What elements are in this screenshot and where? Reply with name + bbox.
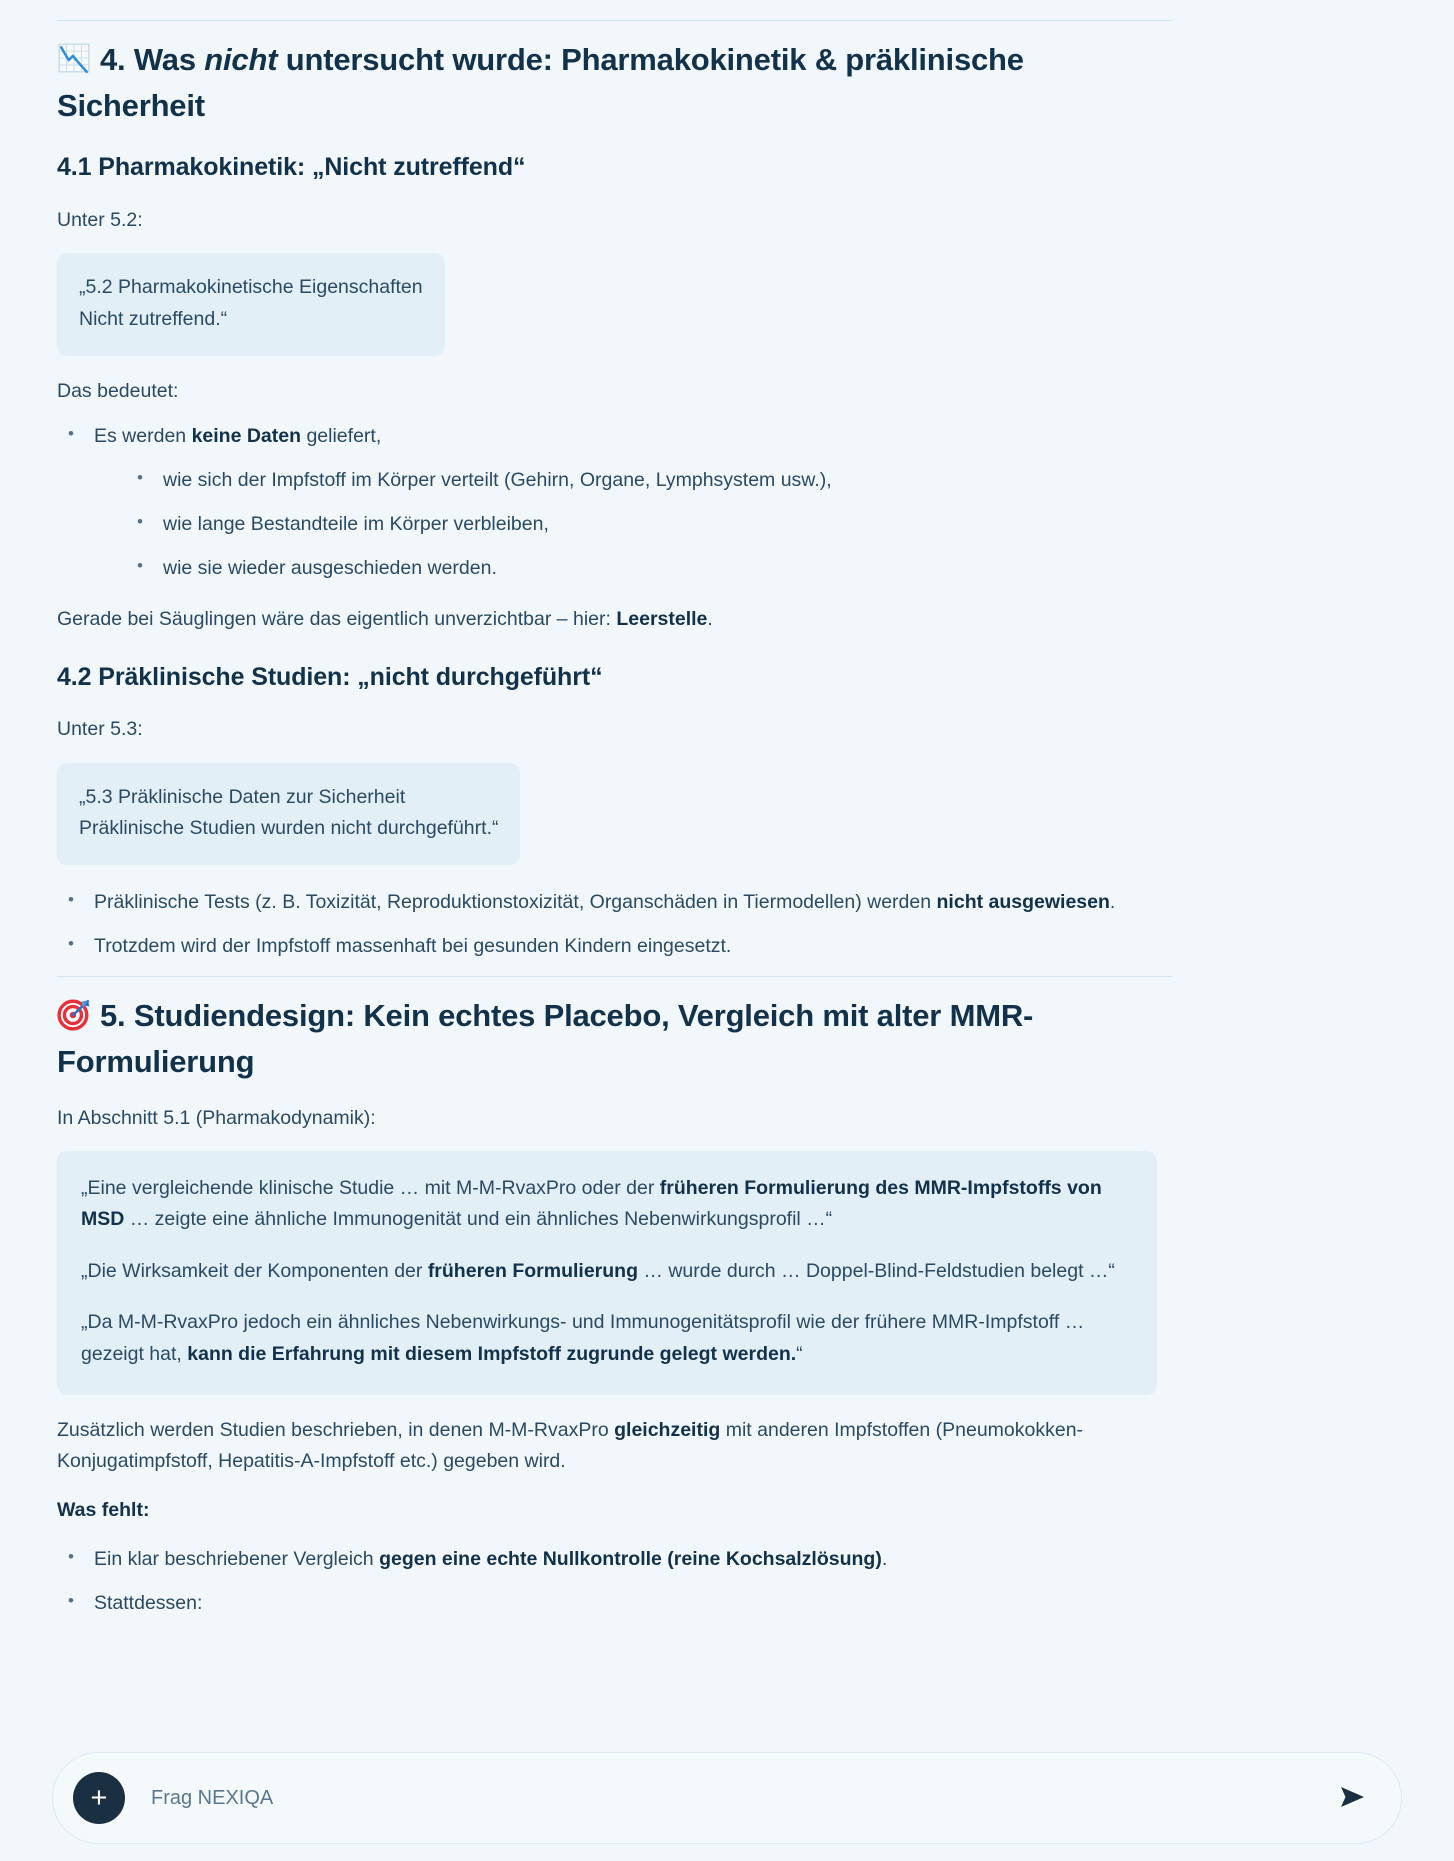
- quote-paragraph: [81, 1256, 1133, 1288]
- quote-line: „5.2 Pharmakokinetische Eigenschaften: [79, 276, 423, 299]
- quote-line: „5.3 Präklinische Daten zur Sicherheit: [79, 785, 406, 808]
- list-item-text-before: Stattdessen:: [94, 1592, 203, 1615]
- list-item: • wie sie wieder ausgeschieden werden.: [126, 553, 1172, 584]
- list-item-text-before: Trotzdem wird der Impfstoff massenhaft bei gesunden Kindern eingesetzt.: [94, 934, 732, 957]
- list-item-emphasis: keine Daten: [191, 424, 302, 447]
- subsection-4-1-sub-bullets: [126, 465, 1172, 585]
- list-item: • wie lange Bestandteile im Körper verbleiben,: [126, 509, 1172, 540]
- add-attachment-button[interactable]: +: [73, 1772, 125, 1824]
- list-item-text-before: Es werden: [94, 424, 192, 447]
- list-item: [57, 887, 1172, 918]
- subsection-4-2-bullet-list: [57, 887, 1172, 962]
- section-5-heading-text: 5. Studiendesign: Kein echtes Placebo, Vergleich mit alter MMR-Formulierung: [57, 998, 1034, 1080]
- closing-emphasis: Leerstelle: [616, 608, 708, 631]
- list-item-text-before: Ein klar beschriebener Vergleich: [94, 1548, 380, 1571]
- list-item-text-after: .: [1109, 890, 1116, 913]
- quote-block-5-2: [57, 253, 445, 355]
- section-divider-4: [57, 20, 1172, 22]
- section-4-heading: [57, 39, 1172, 126]
- subsection-4-1-bullet-list: [57, 421, 1172, 585]
- quote-paragraph: [81, 1307, 1133, 1370]
- quote-paragraph: [81, 1173, 1133, 1236]
- quote-text-after: … wurde durch … Doppel-Blind-Feldstudien belegt …“: [638, 1259, 1115, 1282]
- section-4-heading-after: untersucht wurde: Pharmakokinetik & präklinische Sicherheit: [57, 42, 1024, 124]
- after-quote-emphasis: gleichzeitig: [614, 1418, 721, 1441]
- subsection-4-2-title: 4.2 Präklinische Studien: „nicht durchgeführt“: [57, 662, 603, 691]
- section-divider-5: [57, 976, 1172, 978]
- list-item: • wie sich der Impfstoff im Körper verteilt (Gehirn, Organe, Lymphsystem usw.),: [126, 465, 1172, 496]
- composer[interactable]: [52, 1752, 1402, 1844]
- quote-line: Präklinische Studien wurden nicht durchgeführt.“: [79, 817, 499, 840]
- after-quote-text-after: mit anderen Impfstoffen (Pneumokokken-Konjugatimpfstoff, Hepatitis-A-Impfstoff etc.) gegeben wird.: [57, 1418, 1084, 1472]
- composer-bar: [0, 1735, 1454, 1861]
- subsection-4-1-title: 4.1 Pharmakokinetik: „Nicht zutreffend“: [57, 153, 526, 182]
- list-item: [57, 421, 1172, 585]
- missing-label-text: Was fehlt:: [57, 1499, 150, 1522]
- send-icon: [1336, 1781, 1368, 1816]
- message-content: [57, 0, 1172, 1620]
- quote-text-after: … zeigte eine ähnliche Immunogenität und ein ähnliches Nebenwirkungsprofil …“: [124, 1208, 833, 1231]
- quote-emphasis: kann die Erfahrung mit diesem Impfstoff zugrunde gelegt werden.: [187, 1343, 797, 1366]
- closing-text-after: .: [707, 608, 713, 631]
- list-item-text-before: Präklinische Tests (z. B. Toxizität, Reproduktionstoxizität, Organschäden in Tiermodellen) werden: [94, 890, 937, 913]
- section-5-heading: [57, 995, 1172, 1082]
- direct-hit-icon: [57, 997, 91, 1041]
- quote-emphasis: früheren Formulierung des MMR-Impfstoffs von MSD: [81, 1176, 1102, 1231]
- list-item: [57, 1544, 1172, 1575]
- subsection-4-2-intro: Unter 5.3:: [57, 718, 143, 741]
- list-item-emphasis: nicht ausgewiesen: [936, 890, 1110, 913]
- section-5-missing-label: [57, 1495, 1172, 1526]
- subsection-4-1-intro: Unter 5.2:: [57, 209, 143, 232]
- quote-text-before: „Eine vergleichende klinische Studie … mit M-M-RvaxPro oder der: [81, 1176, 660, 1199]
- quote-block-5-3: [57, 763, 520, 865]
- chart-decreasing-icon: [57, 41, 91, 85]
- send-button[interactable]: [1329, 1775, 1375, 1821]
- quote-line: Nicht zutreffend.“: [79, 307, 228, 330]
- quote-text-before: „Die Wirksamkeit der Komponenten der: [81, 1259, 428, 1282]
- quote-emphasis: früheren Formulierung: [427, 1259, 638, 1282]
- section-5-intro: In Abschnitt 5.1 (Pharmakodynamik):: [57, 1106, 376, 1129]
- after-quote-text-before: Zusätzlich werden Studien beschrieben, in denen M-M-RvaxPro: [57, 1418, 615, 1441]
- subsection-4-1-after-quote: Das bedeutet:: [57, 379, 179, 402]
- list-item-emphasis: gegen eine echte Nullkontrolle (reine Kochsalzlösung): [379, 1548, 882, 1571]
- closing-text-before: Gerade bei Säuglingen wäre das eigentlich unverzichtbar – hier:: [57, 608, 617, 631]
- quote-block-5-1: [57, 1151, 1157, 1395]
- quote-text-before: „Da M-M-RvaxPro jedoch ein ähnliches Nebenwirkungs- und Immunogenitätsprofil wie der frühere MMR-Impfstoff … gezeigt hat,: [81, 1311, 1085, 1366]
- quote-text-after: “: [796, 1343, 803, 1366]
- section-5-missing-bullets: [57, 1544, 1172, 1619]
- list-item-text-after: geliefert,: [301, 424, 382, 447]
- chat-input[interactable]: [151, 1787, 1329, 1810]
- list-item-text-after: .: [881, 1548, 888, 1571]
- clipped-previous-line-text: [57, 0, 632, 1]
- subsection-4-1-closing: [57, 604, 1172, 635]
- list-item: [57, 931, 1172, 962]
- list-item: [57, 1588, 1172, 1619]
- section-4-heading-before: 4. Was: [100, 42, 205, 77]
- section-4-heading-emphasis: nicht: [204, 42, 278, 77]
- clipped-previous-line: [57, 0, 1172, 20]
- section-5-after-quote: [57, 1415, 1172, 1477]
